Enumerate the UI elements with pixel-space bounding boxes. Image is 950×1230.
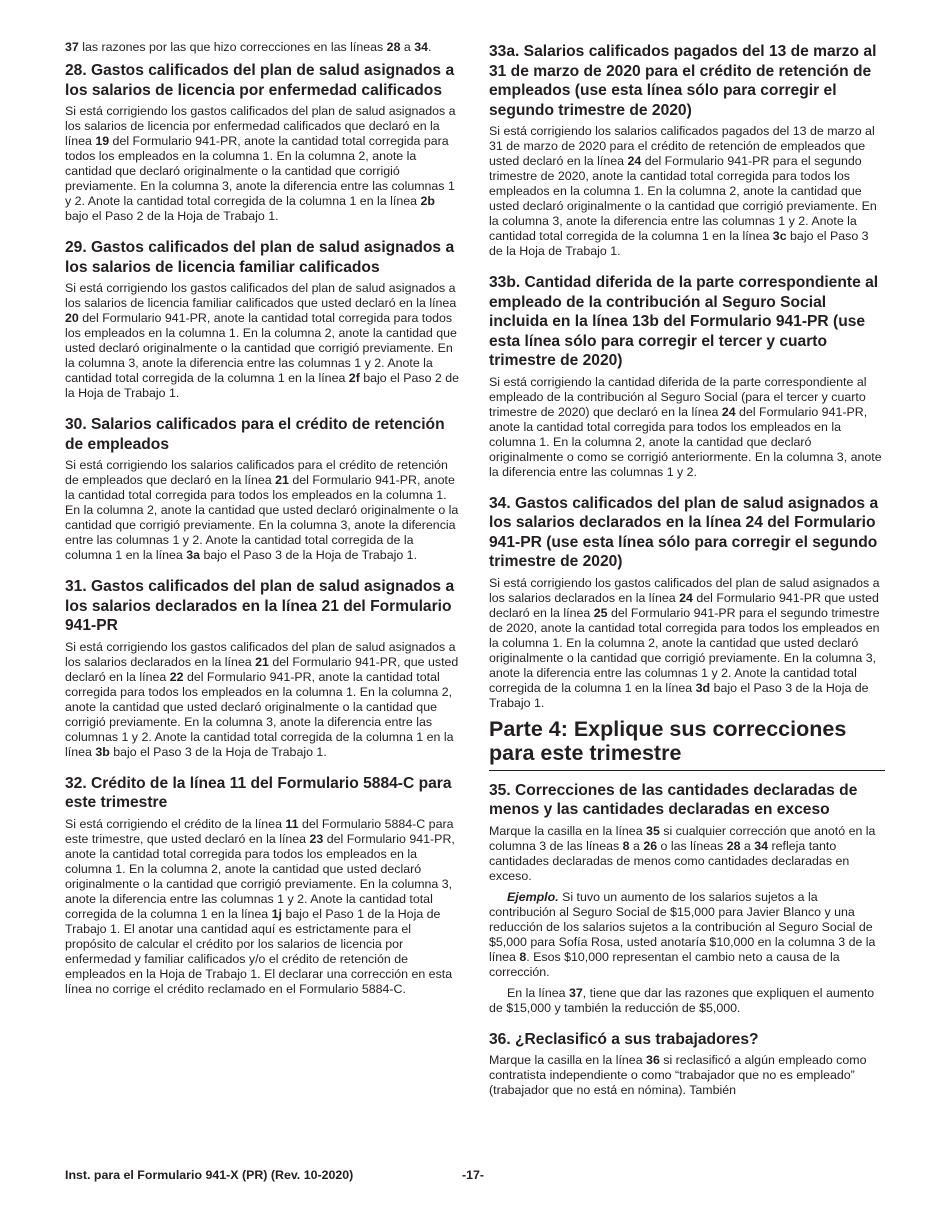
section-29-heading: 29. Gastos calificados del plan de salud asignados a los salarios de licencia familiar calificados xyxy=(65,239,455,276)
part-4-heading: Parte 4: Explique sus correcciones para este trimestre xyxy=(489,717,885,771)
section-34-body: Si está corrigiendo los gastos calificados del plan de salud asignados a los salarios declarados en la línea 24 del Formulario 941-PR que usted declaró en la línea 25 del Formulario 941-PR para el segundo trimestre de 2020, anote la cantidad total corregida para todos los empleados en la columna 1. En la columna 2, anote la cantidad que usted declaró originalmente o la cantidad que corrigió previamente. En la columna 3, anote la diferencia entre las columnas 1 y 2. Anote la cantidad total corregida de la columna 1 en la línea 3d bajo el Paso 3 de la Hoja de Trabajo 1. xyxy=(489,575,880,710)
left-column xyxy=(65,40,461,1003)
section-33b-heading: 33b. Cantidad diferida de la parte correspondiente al empleado de la contribución al Seguro Social incluida en la línea 13b del Formulario 941-PR (use esta línea sólo para corregir el tercer y cuarto trimestre de 2020) xyxy=(489,274,879,369)
intro-paragraph: 37 las razones por las que hizo correcciones en las líneas 28 a 34. xyxy=(65,40,432,54)
section-36-heading: 36. ¿Reclasificó a sus trabajadores? xyxy=(489,1030,759,1048)
section-30-body: Si está corrigiendo los salarios calificados para el crédito de retención de empleados que declaró en la línea 21 del Formulario 941-PR, anote la cantidad total corregida para todos los empleados en la columna 1. En la columna 2, anote la cantidad que usted declaró originalmente o la cantidad que corrigió previamente. En la columna 3, anote la diferencia entre las columnas 1 y 2. Anote la cantidad total corregida de la columna 1 en la línea 3a bajo el Paso 3 de la Hoja de Trabajo 1. xyxy=(65,458,459,562)
section-32-body: Si está corrigiendo el crédito de la línea 11 del Formulario 5884-C para este trimestre, que usted declaró en la línea 23 del Formulario 941-PR, anote la cantidad total corregida para todos los empleados en la columna 1. En la columna 2, anote la cantidad que usted declaró originalmente o la cantidad que corrigió previamente. En la columna 3, anote la diferencia entre las columnas 1 y 2. Anote la cantidad total corregida de la columna 1 en la línea 1j bajo el Paso 1 de la Hoja de Trabajo 1. El anotar una cantidad aquí es estrictamente para el propósito de calcular el crédito por los salarios de licencia por enfermedad y familiar calificados y/o el crédito de retención de empleados en la Hoja de Trabajo 1. El declarar una corrección en esta línea no corrige el crédito reclamado en el Formulario 5884-C. xyxy=(65,816,455,996)
section-31-heading: 31. Gastos calificados del plan de salud asignados a los salarios declarados en la línea 21 del Formulario 941-PR xyxy=(65,578,455,634)
section-29-body: Si está corrigiendo los gastos calificados del plan de salud asignados a los salarios de licencia familiar calificados que usted declaró en la línea 20 del Formulario 941-PR, anote la cantidad total corregida para todos los empleados en la columna 1. En la columna 2, anote la cantidad que usted declaró originalmente o la cantidad que corrigió previamente. En la columna 3, anote la diferencia entre las columnas 1 y 2. Anote la cantidad total corregida de la columna 1 en la línea 2f bajo el Paso 2 de la Hoja de Trabajo 1. xyxy=(65,281,460,400)
section-35-heading: 35. Correcciones de las cantidades declaradas de menos y las cantidades declaradas en exceso xyxy=(489,781,858,818)
section-36-body: Marque la casilla en la línea 36 si reclasificó a algún empleado como contratista independiente o como “trabajador que no es empleado” (trabajador que no está en nómina). También xyxy=(489,1053,867,1097)
section-33b-body: Si está corrigiendo la cantidad diferida de la parte correspondiente al empleado de la contribución al Seguro Social (para el tercer y cuarto trimestre de 2020) que declaró en la línea 24 del Formulario 941-PR, anote la cantidad total corregida para todos los empleados en la columna 1. En la columna 2, anote la cantidad que declaró originalmente o como se corrigió anteriormente. En la columna 3, anote la diferencia entre las columnas 1 y 2. xyxy=(489,374,882,479)
right-column xyxy=(489,40,885,1104)
section-35-line37-note: En la línea 37, tiene que dar las razones que expliquen el aumento de $15,000 y también la reducción de $5,000. xyxy=(489,985,875,1015)
page-number: -17- xyxy=(462,1168,485,1182)
section-28-heading: 28. Gastos calificados del plan de salud asignados a los salarios de licencia por enfermedad calificados xyxy=(65,62,455,99)
section-33a-heading: 33a. Salarios calificados pagados del 13 de marzo al 31 de marzo de 2020 para el crédito de retención de empleados (use esta línea sólo para corregir el segundo trimestre de 2020) xyxy=(489,43,877,119)
section-32-heading: 32. Crédito de la línea 11 del Formulario 5884-C para este trimestre xyxy=(65,774,452,811)
footer-form-title: Inst. para el Formulario 941-X (PR) (Rev. 10-2020) xyxy=(65,1168,354,1182)
section-33a-body: Si está corrigiendo los salarios calificados pagados del 13 de marzo al 31 de marzo de 2020 para el crédito de retención de empleados que usted declaró en la línea 24 del Formulario 941-PR para el segundo trimestre de 2020, anote la cantidad total corregida para todos los empleados en la columna 1. En la columna 2, anote la cantidad que usted declaró originalmente o la cantidad que corrigió previamente. En la columna 3, anote la diferencia entre las columnas 1 y 2. Anote la cantidad total corregida de la columna 1 en la línea 3c bajo el Paso 3 de la Hoja de Trabajo 1. xyxy=(489,124,877,258)
section-34-heading: 34. Gastos calificados del plan de salud asignados a los salarios declarados en la línea 24 del Formulario 941-PR (use esta línea sólo para corregir el segundo trimestre de 2020) xyxy=(489,494,879,570)
section-35-body: Marque la casilla en la línea 35 si cualquier corrección que anotó en la columna 3 de las líneas 8 a 26 o las líneas 28 a 34 refleja tanto cantidades declaradas de menos como cantidades declaradas en exceso. xyxy=(489,823,876,883)
section-31-body: Si está corrigiendo los gastos calificados del plan de salud asignados a los salarios declarados en la línea 21 del Formulario 941-PR, que usted declaró en la línea 22 del Formulario 941-PR, anote la cantidad total corregida para todos los empleados en la columna 1. En la columna 2, anote la cantidad que usted declaró originalmente o la cantidad que corrigió previamente. En la columna 3, anote la diferencia entre las columnas 1 y 2. Anote la cantidad total corregida de la columna 1 en la línea 3b bajo el Paso 3 de la Hoja de Trabajo 1. xyxy=(65,639,459,759)
section-35-example: Ejemplo. Si tuvo un aumento de los salarios sujetos a la contribución al Seguro Social de $15,000 para Javier Blanco y una reducción de los salarios sujetos a la contribución al Seguro Social de $5,000 para Sofía Rosa, usted anotaría $10,000 en la columna 3 de la línea 8. Esos $10,000 representan el cambio neto a causa de la corrección. xyxy=(489,889,876,979)
section-30-heading: 30. Salarios calificados para el crédito de retención de empleados xyxy=(65,416,445,453)
section-28-body: Si está corrigiendo los gastos calificados del plan de salud asignados a los salarios de licencia por enfermedad calificados que declaró en la línea 19 del Formulario 941-PR, anote la cantidad total corregida para todos los empleados en la columna 1. En la columna 2, anote la cantidad que declaró originalmente o la cantidad que corrigió previamente. En la columna 3, anote la diferencia entre las columnas 1 y 2. Anote la cantidad total corregida de la columna 1 en la línea 2b bajo el Paso 2 de la Hoja de Trabajo 1. xyxy=(65,104,456,223)
